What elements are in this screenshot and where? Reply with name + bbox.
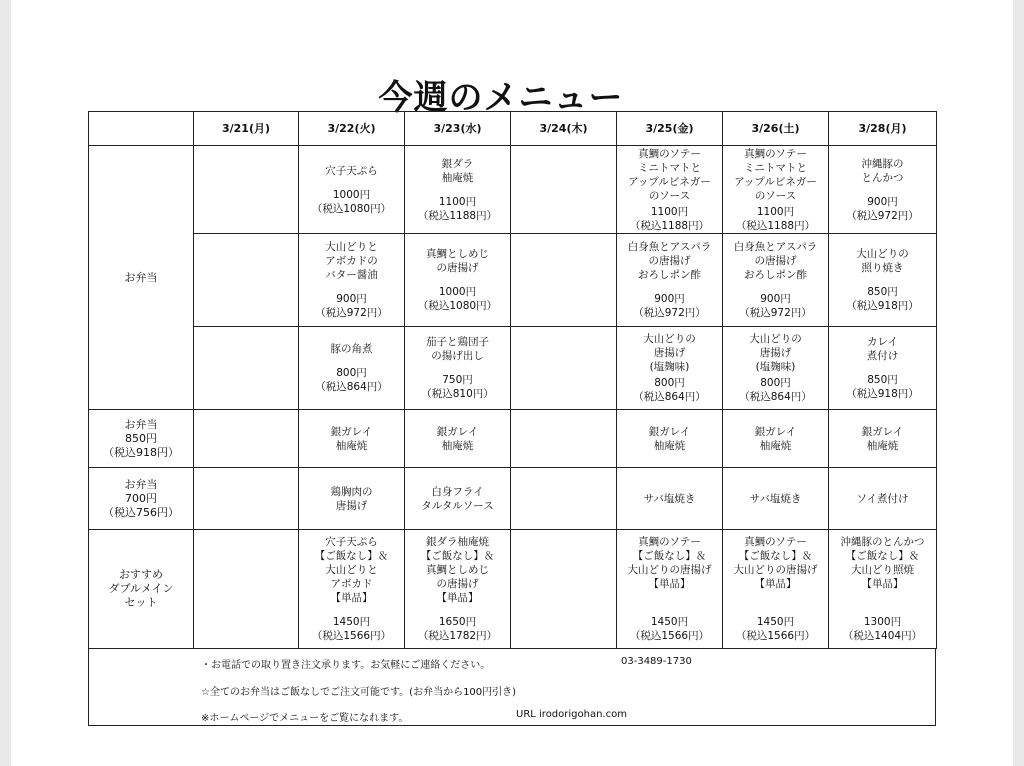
menu-cell — [617, 146, 723, 234]
menu-cell — [829, 146, 937, 234]
menu-cell — [299, 530, 405, 649]
dish-price: 850円 （税込918円） — [846, 286, 919, 312]
date-header: 3/21(月) — [194, 112, 299, 146]
dish-name: 穴子天ぷら 【ご飯なし】＆ 大山どりと アボカド 【単品】 — [314, 536, 389, 604]
menu-cell: ソイ煮付け — [829, 468, 937, 530]
menu-cell — [194, 234, 299, 327]
menu-cell — [511, 468, 617, 530]
dish-name: 穴子天ぷら — [325, 164, 378, 177]
corner-cell — [89, 112, 194, 146]
dish-price: 800円 （税込864円） — [315, 367, 388, 393]
menu-cell — [194, 468, 299, 530]
date-header: 3/28(月) — [829, 112, 937, 146]
bento-700-label: お弁当 700円 （税込756円） — [89, 468, 194, 530]
dish-price: 1000円 （税込1080円） — [417, 286, 498, 312]
menu-cell — [405, 146, 511, 234]
double-main-row — [89, 530, 937, 649]
menu-cell — [511, 410, 617, 468]
bento-850-row — [89, 410, 937, 468]
menu-cell — [829, 327, 937, 410]
dish-name: 白身魚とアスパラ の唐揚げ おろしポン酢 — [627, 241, 712, 281]
menu-cell — [723, 146, 829, 234]
header-row — [89, 112, 937, 146]
dish-price: 1000円 （税込1080円） — [311, 188, 392, 215]
dish-price: 750円 （税込810円） — [421, 374, 494, 400]
dish-name: 真鯛のソテー ミニトマトと アップルビネガー のソース — [734, 147, 817, 202]
dish-price: 1100円 （税込1188円） — [735, 205, 816, 232]
dish-name: 大山どりと アボカドの バター醤油 — [325, 241, 378, 281]
menu-cell — [405, 530, 511, 649]
dish-price: 1450円 （税込1566円） — [629, 616, 710, 642]
dish-price: 800円 （税込864円） — [739, 377, 812, 403]
dish-price: 850円 （税込918円） — [846, 374, 919, 400]
menu-cell: 銀ガレイ 柚庵焼 — [829, 410, 937, 468]
menu-cell: 鶏胸肉の 唐揚げ — [299, 468, 405, 530]
date-header: 3/26(土) — [723, 112, 829, 146]
dish-price: 1300円 （税込1404円） — [842, 616, 923, 642]
menu-cell — [511, 234, 617, 327]
dish-price: 1450円 （税込1566円） — [735, 616, 816, 642]
menu-cell — [617, 327, 723, 410]
dish-name: 大山どりの 唐揚げ (塩麹味) — [643, 333, 696, 373]
menu-cell — [723, 530, 829, 649]
footer-phone-note: ・お電話での取り置き注文承ります。お気軽にご連絡ください。 — [201, 660, 491, 671]
page-title: 今週のメニュー — [378, 78, 624, 118]
menu-cell: 銀ガレイ 柚庵焼 — [617, 410, 723, 468]
date-header: 3/22(火) — [299, 112, 405, 146]
bento-row-2 — [89, 234, 937, 327]
bento-label: お弁当 — [89, 146, 194, 410]
dish-price: 1450円 （税込1566円） — [311, 616, 392, 642]
bento-850-label: お弁当 850円 （税込918円） — [89, 410, 194, 468]
dish-name: 真鯛のソテー ミニトマトと アップルビネガー のソース — [628, 147, 711, 202]
bento-700-row — [89, 468, 937, 530]
menu-cell: サバ塩焼き — [617, 468, 723, 530]
menu-cell — [299, 146, 405, 234]
dish-name: 茄子と鶏団子 の揚げ出し — [426, 336, 489, 362]
dish-name: 真鯛のソテー 【ご飯なし】＆ 大山どりの唐揚げ 【単品】 — [627, 536, 712, 590]
footer-url: URL irodorigohan.com — [516, 709, 627, 720]
dish-price: 900円 （税込972円） — [739, 293, 812, 319]
dish-name: 沖縄豚のとんかつ 【ご飯なし】＆ 大山どり照焼 【単品】 — [840, 536, 925, 590]
menu-cell — [194, 410, 299, 468]
dish-name: 沖縄豚の とんかつ — [861, 157, 904, 184]
menu-cell — [194, 327, 299, 410]
menu-cell — [723, 234, 829, 327]
date-header: 3/23(水) — [405, 112, 511, 146]
bento-row-3 — [89, 327, 937, 410]
menu-cell — [194, 146, 299, 234]
menu-cell: 白身フライ タルタルソース — [405, 468, 511, 530]
footer-phone-number: 03-3489-1730 — [621, 656, 692, 667]
dish-name: 大山どりの 照り焼き — [856, 248, 909, 274]
bento-row-1 — [89, 146, 937, 234]
menu-cell — [511, 530, 617, 649]
dish-price: 1100円 （税込1188円） — [417, 195, 498, 222]
menu-cell — [617, 234, 723, 327]
dish-price: 1650円 （税込1782円） — [417, 616, 498, 642]
menu-cell: サバ塩焼き — [723, 468, 829, 530]
dish-price: 1100円 （税込1188円） — [629, 205, 710, 232]
dish-price: 800円 （税込864円） — [633, 377, 706, 403]
menu-cell — [405, 327, 511, 410]
dish-name: 白身魚とアスパラ の唐揚げ おろしポン酢 — [733, 241, 818, 281]
menu-cell — [723, 327, 829, 410]
dish-name: カレイ 煮付け — [866, 336, 899, 362]
footer-rice-note: ☆全てのお弁当はご飯なしでご注文可能です。(お弁当から100円引き) — [201, 687, 517, 698]
menu-cell: 銀ガレイ 柚庵焼 — [405, 410, 511, 468]
menu-cell — [829, 234, 937, 327]
dish-name: 豚の角煮 — [330, 343, 373, 355]
dish-name: 真鯛としめじ の唐揚げ — [426, 248, 489, 274]
menu-cell — [299, 234, 405, 327]
menu-cell — [511, 327, 617, 410]
menu-cell — [405, 234, 511, 327]
dish-name: 真鯛のソテー 【ご飯なし】＆ 大山どりの唐揚げ 【単品】 — [733, 536, 818, 590]
footer-notes — [88, 648, 936, 726]
double-main-label: おすすめ ダブルメイン セット — [89, 530, 194, 649]
menu-cell — [829, 530, 937, 649]
dish-name: 銀ダラ柚庵焼 【ご飯なし】＆ 真鯛としめじ の唐揚げ 【単品】 — [420, 536, 495, 604]
menu-cell — [617, 530, 723, 649]
date-header: 3/25(金) — [617, 112, 723, 146]
menu-cell — [299, 327, 405, 410]
dish-name: 大山どりの 唐揚げ (塩麹味) — [749, 333, 802, 373]
date-header: 3/24(木) — [511, 112, 617, 146]
dish-price: 900円 （税込972円） — [846, 195, 919, 222]
menu-cell: 銀ガレイ 柚庵焼 — [299, 410, 405, 468]
menu-table — [88, 111, 937, 649]
dish-price: 900円 （税込972円） — [633, 293, 706, 319]
dish-price: 900円 （税込972円） — [315, 293, 388, 319]
menu-cell — [511, 146, 617, 234]
menu-cell — [194, 530, 299, 649]
dish-name: 銀ダラ 柚庵焼 — [441, 157, 474, 184]
menu-cell: 銀ガレイ 柚庵焼 — [723, 410, 829, 468]
footer-homepage-note: ※ホームページでメニューをご覧になれます。 — [201, 713, 409, 724]
